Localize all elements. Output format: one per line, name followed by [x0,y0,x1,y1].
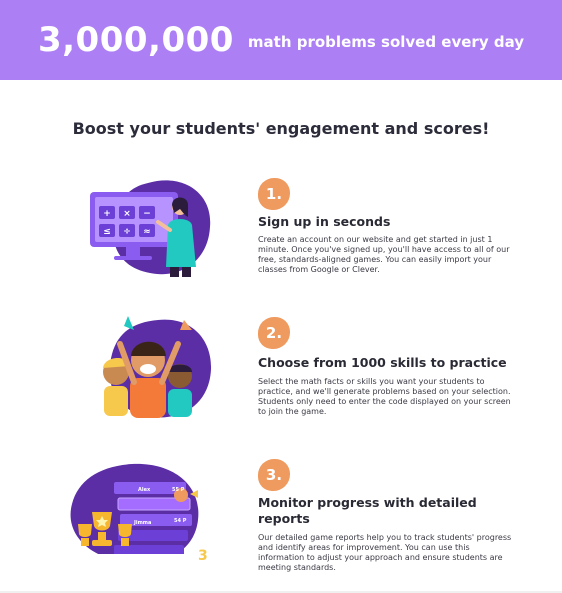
step-3-title: Monitor progress with detailed reports [258,495,477,526]
step-1-number-badge: 1. [258,178,290,210]
stats-banner [0,0,562,80]
leaderboard-score-1: 55 P [172,487,185,493]
step-3-number-badge: 3. [258,459,290,491]
svg-text:+: + [103,209,111,219]
banner-caption: math problems solved every day [247,33,525,51]
svg-text:÷: ÷ [123,227,131,237]
svg-text:−: − [143,209,151,219]
leaderboard-name-2: Jimma [134,520,152,526]
step-1-title: Sign up in seconds [258,214,391,229]
svg-text:≤: ≤ [103,227,111,237]
step-2-description: Select the math facts or skills you want your students to practice, and we'll generate problems based on your selection. Students only need to enter the code displayed on your screen to join the game. [258,377,511,416]
step-3-description: Our detailed game reports help you to track students' progress and identify areas for improvement. You can use this information to adjust your approach and ensure students are meeting standards. [258,533,512,572]
problems-count: 3,000,000 [37,20,234,60]
step-2-title: Choose from 1000 skills to practice [258,355,507,370]
leaderboard-score-2: 54 P [174,518,187,524]
svg-text:≈: ≈ [143,227,151,237]
leaderboard-name-1: Alex [138,487,151,493]
leaderboard-illustration [62,460,222,570]
step-1-description: Create an account on our website and get started in just 1 minute. Once you've signed up, you'll have access to all of our free, standards-aligned games. You can easily import your classes from Google or Clever. [258,235,510,274]
section-headline: Boost your students' engagement and scores! [72,119,490,138]
svg-text:3: 3 [198,548,208,564]
svg-text:×: × [123,209,131,219]
teacher-illustration [88,175,228,285]
step-2-number-badge: 2. [258,317,290,349]
cheering-students-illustration [88,316,228,426]
